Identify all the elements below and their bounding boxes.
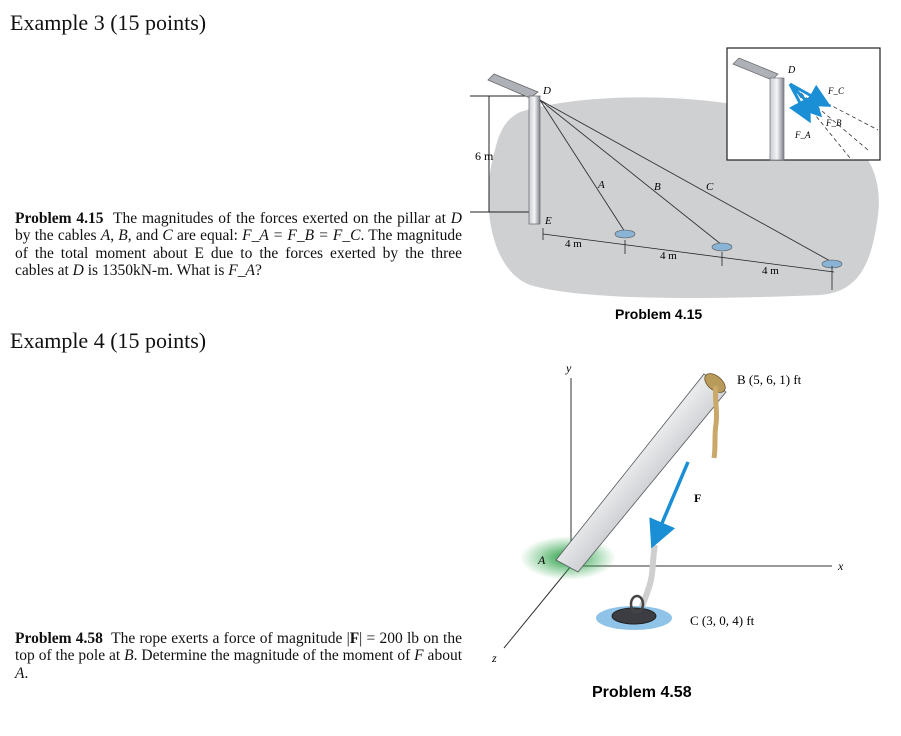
label-D: D <box>543 85 551 97</box>
text-segment: , <box>110 227 119 245</box>
text-segment: | = 200 lb on the top of the pole at <box>15 630 462 665</box>
equation: F_A = F_B = F_C <box>242 227 361 245</box>
var-FA: F_A <box>228 262 255 280</box>
text-segment: about <box>423 647 462 665</box>
problem-label: Problem 4.15 <box>15 210 104 227</box>
text-segment: The magnitudes of the forces exerted on the pillar at <box>112 210 451 227</box>
var-A: A <box>100 227 111 245</box>
axis-label-z: z <box>492 651 497 665</box>
pillar <box>529 96 540 224</box>
var-B: B <box>118 227 128 245</box>
inset-pillar <box>770 78 784 160</box>
example4-heading: Example 4 (15 points) <box>10 328 207 353</box>
inset-label-FC: F_C <box>828 86 845 96</box>
spacing-label-2: 4 m <box>660 250 677 262</box>
text-segment: by the cables <box>15 227 101 245</box>
text-segment: . The magnitude of the total moment about E due to the forces exerted by the three cables at <box>15 227 462 280</box>
pole <box>556 374 726 572</box>
axis-label-y: y <box>566 361 572 375</box>
var-A: A <box>15 664 25 682</box>
text-segment: The rope exerts a force of magnitude | <box>111 630 350 647</box>
pillar-top-arm <box>488 74 538 98</box>
inset-label-D: D <box>788 65 796 76</box>
height-label: 6 m <box>475 149 494 163</box>
var-D: D <box>450 210 462 227</box>
figure-4-15 <box>470 48 880 322</box>
label-B-coords: B (5, 6, 1) ft <box>737 372 802 387</box>
var-B: B <box>124 647 134 665</box>
label-E: E <box>545 215 552 227</box>
var-D: D <box>72 262 84 280</box>
inset-label-FB: F_B <box>826 118 842 128</box>
label-F: F <box>694 491 702 505</box>
text-segment: is 1350kN-m. What is <box>83 262 229 280</box>
rope-top <box>714 386 717 458</box>
label-C-coords: C (3, 0, 4) ft <box>690 613 755 628</box>
label-A: A <box>598 179 605 191</box>
spacing-label-1: 4 m <box>565 238 582 250</box>
problem-label: Problem 4.58 <box>15 630 103 647</box>
var-C: C <box>162 227 173 245</box>
axis-label-x: x <box>838 559 844 573</box>
anchor-B <box>712 243 732 251</box>
caption-4-15: Problem 4.15 <box>615 306 703 322</box>
spacing-label-3: 4 m <box>762 265 779 277</box>
text-segment: are equal: <box>172 227 243 245</box>
var-F: F <box>414 647 424 665</box>
text-segment: . Determine the magnitude of the moment of <box>133 647 415 665</box>
figure-4-58 <box>491 361 844 701</box>
var-F-bold: F <box>349 630 360 647</box>
caption-4-58: Problem 4.58 <box>592 684 692 701</box>
label-B: B <box>654 181 661 193</box>
label-C: C <box>706 181 714 193</box>
text-segment: , and <box>127 227 163 245</box>
example3-heading: Example 3 (15 points) <box>10 10 207 35</box>
text-segment: ? <box>254 262 262 280</box>
anchor-A <box>615 230 635 238</box>
inset-label-FA: F_A <box>795 130 811 140</box>
text-segment: . <box>24 664 29 682</box>
label-A-458: A <box>538 553 546 567</box>
force-arrow-F <box>654 462 688 542</box>
